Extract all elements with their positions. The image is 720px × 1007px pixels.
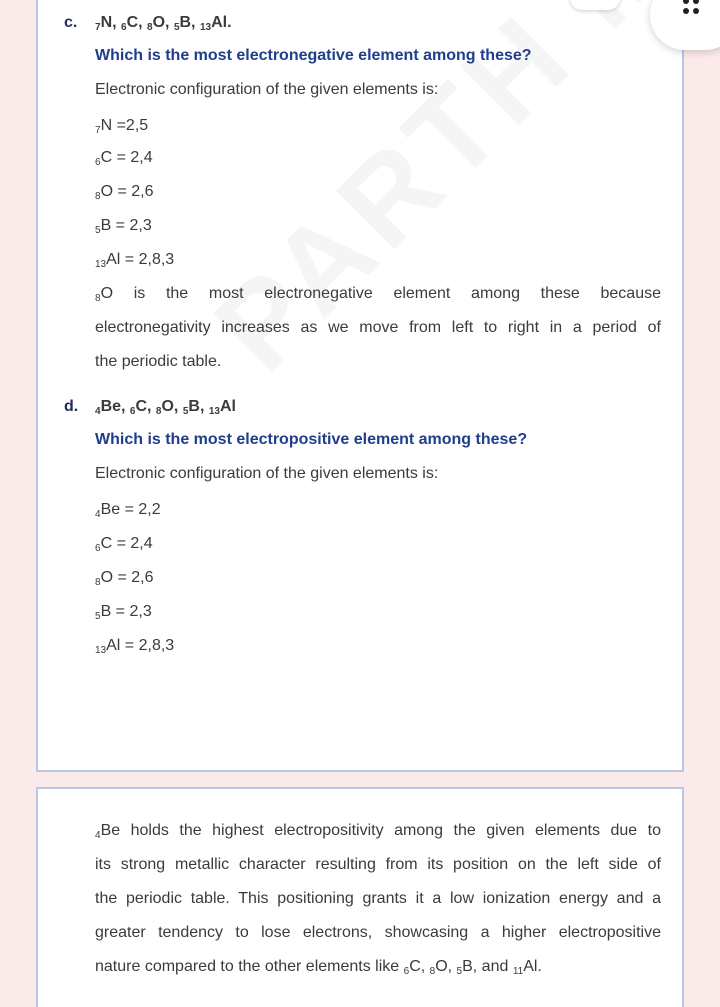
explanation-line: its strong metallic character resulting from its position on the left side of bbox=[95, 856, 661, 873]
section-c-intro: Electronic configuration of the given elements is: bbox=[95, 81, 439, 98]
section-c-question: Which is the most electronegative element among these? bbox=[95, 47, 532, 64]
config-row: $_5$B = 2,3 bbox=[95, 603, 152, 622]
section-d-label: d. bbox=[64, 398, 79, 415]
section-c-answer-line: the periodic table. bbox=[95, 353, 222, 370]
section-c-answer-line: $_8$O is the most electronegative element among these because bbox=[95, 285, 661, 304]
config-row: $_6$C = 2,4 bbox=[95, 535, 153, 554]
config-row: $_8$O = 2,6 bbox=[95, 569, 154, 588]
explanation-line: nature compared to the other elements like $_6$C, $_8$O, $_5$B, and $_{11}$Al. bbox=[95, 958, 542, 977]
config-row: $_4$Be = 2,2 bbox=[95, 501, 161, 520]
section-c-label: c. bbox=[64, 14, 78, 31]
config-row: $_5$B = 2,3 bbox=[95, 217, 152, 236]
explanation-line: greater tendency to lose electrons, showcasing a higher electropositive bbox=[95, 924, 661, 941]
explanation-line: the periodic table. This positioning grants it a low ionization energy and a bbox=[95, 890, 661, 907]
config-row: $_6$C = 2,4 bbox=[95, 149, 153, 168]
section-d-question: Which is the most electropositive element among these? bbox=[95, 431, 528, 448]
explanation-card bbox=[36, 787, 684, 1007]
explanation-line: $_4$Be holds the highest electropositivity among the given elements due to bbox=[95, 822, 661, 841]
page-indicator[interactable] bbox=[570, 0, 620, 10]
config-row: $_{13}$Al = 2,8,3 bbox=[95, 251, 175, 270]
section-d-intro: Electronic configuration of the given elements is: bbox=[95, 465, 439, 482]
section-d-heading: $_4$Be, $_6$C, $_8$O, $_5$B, $_{13}$Al bbox=[95, 398, 236, 417]
config-row: $_{13}$Al = 2,8,3 bbox=[95, 637, 175, 656]
config-row: $_8$O = 2,6 bbox=[95, 183, 154, 202]
section-c-answer-line: electronegativity increases as we move from left to right in a period of bbox=[95, 319, 661, 336]
more-options-icon[interactable] bbox=[683, 0, 703, 18]
solution-card bbox=[36, 0, 684, 772]
section-c-heading: $_7$N, $_6$C, $_8$O, $_5$B, $_{13}$Al. bbox=[95, 14, 232, 33]
config-row: $_7$N =2,5 bbox=[95, 117, 149, 136]
